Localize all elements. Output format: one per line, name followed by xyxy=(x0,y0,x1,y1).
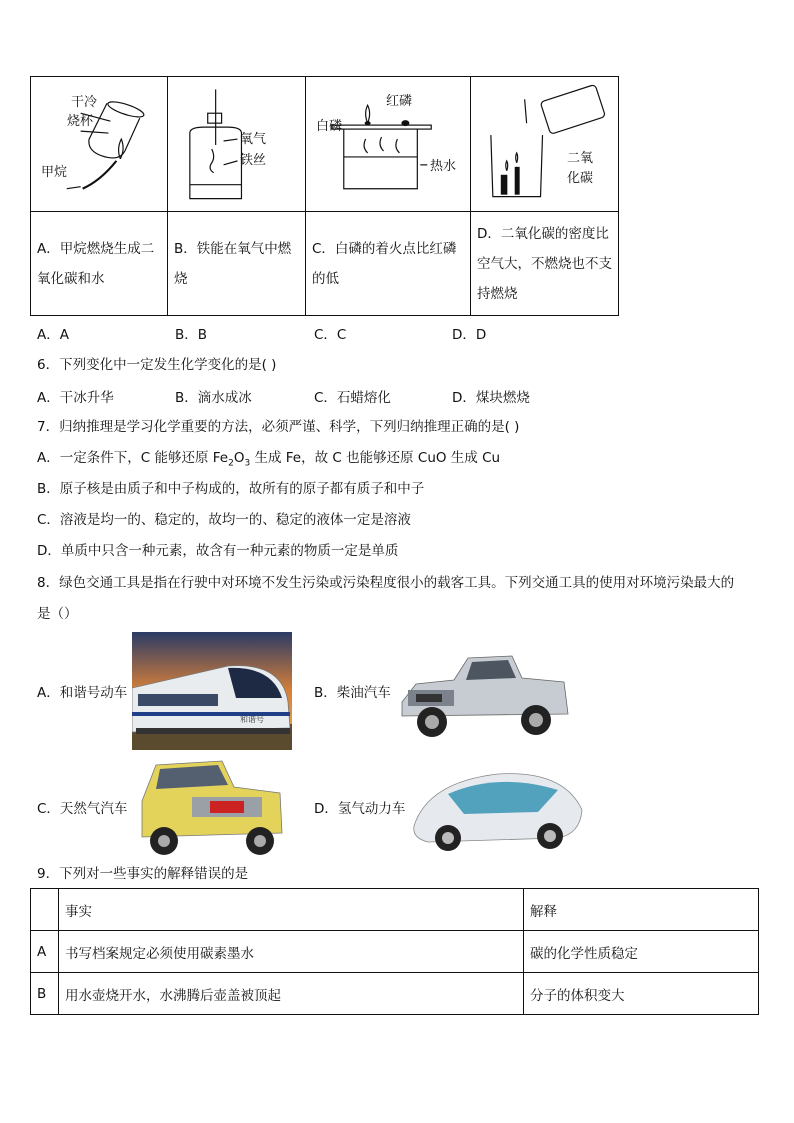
q8-option-b[interactable]: B．柴油汽车 xyxy=(314,685,391,701)
q9-row-a-explanation: 碳的化学性质稳定 xyxy=(524,931,759,973)
q8-stem-line1: 8．绿色交通工具是指在行驶中对环境不发生污染或污染程度很小的载客工具。下列交通工具的使用对环境污染最大的 xyxy=(37,575,735,591)
q5-option-c[interactable]: C．C xyxy=(314,327,347,343)
label-iron-wire: 铁丝 xyxy=(240,153,267,168)
q9-row-b-fact: 用水壶烧开水，水沸腾后壶盖被顶起 xyxy=(59,973,524,1015)
label-red-phosphorus: 红磷 xyxy=(386,94,413,109)
label-co2-line1: 二氧 xyxy=(567,151,594,166)
q7-option-b[interactable]: B．原子核是由质子和中子构成的，故所有的原子都有质子和中子 xyxy=(37,481,425,497)
q5-diagram-b xyxy=(168,77,306,212)
q9-header-fact: 事实 xyxy=(59,889,524,931)
q5-diagram-d xyxy=(471,77,619,212)
q6-option-c[interactable]: C．石蜡熔化 xyxy=(314,390,391,406)
methane-burning-diagram xyxy=(31,77,167,211)
q9-row-b-label: B xyxy=(31,973,59,1015)
bullet-train-image xyxy=(132,632,292,750)
q5-cell-b: B．铁能在氧气中燃烧 xyxy=(168,212,306,316)
table-row xyxy=(31,931,759,973)
q5-option-b[interactable]: B．B xyxy=(175,327,208,343)
label-hot-water: 热水 xyxy=(430,159,457,174)
q7-option-c[interactable]: C．溶液是均一的、稳定的，故均一的、稳定的液体一定是溶液 xyxy=(37,512,411,528)
train-logo-text: 和谐号 xyxy=(240,715,264,724)
q5-cell-a: A．甲烷燃烧生成二氧化碳和水 xyxy=(31,212,168,316)
q9-row-a-fact: 书写档案规定必须使用碳素墨水 xyxy=(59,931,524,973)
q9-row-a-label: A xyxy=(31,931,59,973)
hydrogen-concept-car-image xyxy=(408,764,586,856)
iron-wire-in-oxygen-diagram xyxy=(168,77,305,211)
label-methane: 甲烷 xyxy=(41,165,68,180)
q5-cell-d: D．二氧化碳的密度比空气大，不燃烧也不支持燃烧 xyxy=(471,212,619,316)
q5-cell-c: C．白磷的着火点比红磷的低 xyxy=(306,212,471,316)
label-beaker: 烧杯 xyxy=(67,114,94,129)
q6-option-d[interactable]: D．煤块燃烧 xyxy=(452,390,530,406)
q7-option-a[interactable]: A．一定条件下，C 能够还原 $Fe_2O_3$ 生成 Fe，故 C 也能够还原 CuO 生成 Cu xyxy=(37,450,501,469)
q8-option-d[interactable]: D．氢气动力车 xyxy=(314,801,406,817)
q9-header-explanation: 解释 xyxy=(524,889,759,931)
q9-table xyxy=(30,888,759,1015)
q9-header-row xyxy=(31,889,759,931)
table-row xyxy=(31,973,759,1015)
natural-gas-suv-image xyxy=(132,757,286,857)
label-co2-line2: 化碳 xyxy=(567,171,594,186)
co2-pouring-diagram xyxy=(471,77,618,211)
q8-option-c[interactable]: C．天然气汽车 xyxy=(37,801,128,817)
q9-row-b-explanation: 分子的体积变大 xyxy=(524,973,759,1015)
q6-option-b[interactable]: B．滴水成冰 xyxy=(175,390,252,406)
q5-table xyxy=(30,76,619,316)
q5-option-d[interactable]: D．D xyxy=(452,327,487,343)
q6-option-a[interactable]: A．干冰升华 xyxy=(37,390,114,406)
q7-stem: 7．归纳推理是学习化学重要的方法，必须严谨、科学，下列归纳推理正确的是( ) xyxy=(37,419,520,435)
diesel-pickup-image xyxy=(396,644,572,742)
label-white-phosphorus: 白磷 xyxy=(316,119,343,134)
q5-diagram-c xyxy=(306,77,471,212)
q8-stem-line2: 是（） xyxy=(37,606,78,622)
q8-option-a[interactable]: A．和谐号动车 xyxy=(37,685,128,701)
q5-option-a[interactable]: A．A xyxy=(37,327,69,343)
q6-stem: 6．下列变化中一定发生化学变化的是( ) xyxy=(37,357,277,373)
q9-header-blank xyxy=(31,889,59,931)
q7-option-d[interactable]: D．单质中只含一种元素，故含有一种元素的物质一定是单质 xyxy=(37,543,399,559)
label-oxygen: 氧气 xyxy=(240,132,267,147)
q9-stem: 9．下列对一些事实的解释错误的是 xyxy=(37,866,249,882)
label-dry-cold: 干冷 xyxy=(71,95,98,110)
q5-diagram-a xyxy=(31,77,168,212)
